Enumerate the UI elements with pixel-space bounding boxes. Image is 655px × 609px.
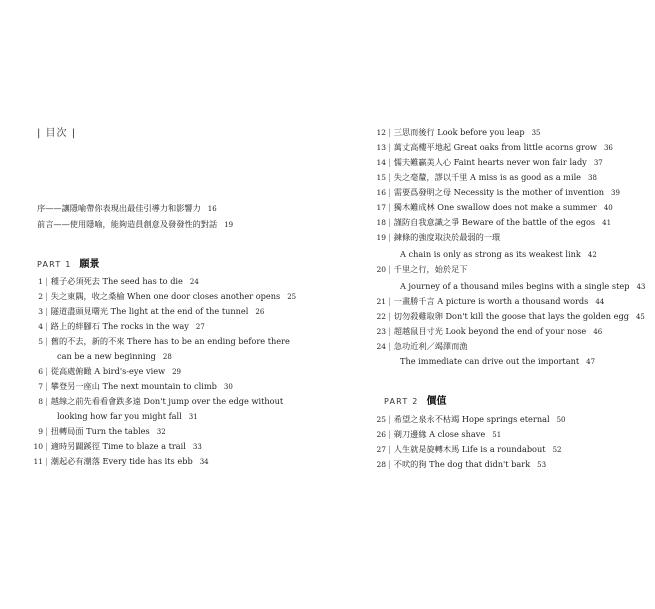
entry-number: 14	[376, 158, 386, 167]
entry-number: 15	[376, 173, 386, 182]
entry-page: 50	[556, 416, 566, 424]
front-matter-preface	[37, 203, 217, 214]
entry-text: A journey of a thousand miles begins with a single step	[400, 281, 630, 291]
toc-entry: 6 | 從高處俯瞰 A bird's-eye view 29	[27, 366, 181, 378]
entry-number: 23	[376, 327, 386, 336]
toc-entry: 8 | 越線之前先看看會跌多遠 Don't jump over the edge without	[27, 396, 283, 407]
entry-page: 29	[172, 368, 181, 376]
entry-page: 30	[223, 383, 233, 391]
entry-text: 一畫勝千言 A picture is worth a thousand words	[393, 296, 589, 306]
entry-page: 41	[602, 219, 612, 227]
entry-page: 47	[586, 358, 596, 366]
entry-number: 11	[33, 457, 43, 466]
part-title: 價值	[426, 396, 447, 407]
entry-number: 17	[376, 203, 386, 212]
toc-entry: 7 | 攀登另一座山 The next mountain to climb 30	[27, 381, 233, 393]
entry-number: 10	[33, 442, 43, 451]
entry-number: 16	[376, 188, 386, 197]
toc-entry: 22 | 切勿殺雞取卵 Don't kill the goose that lays the golden egg 45	[370, 311, 645, 323]
entry-page: 40	[603, 204, 613, 212]
toc-entry: 26 | 剃刀邊緣 A close shave 51	[370, 429, 501, 441]
entry-text: 剃刀邊緣 A close shave	[393, 429, 486, 439]
entry-text: 三思而後行 Look before you leap	[393, 127, 525, 137]
entry-number: 20	[376, 265, 386, 274]
entry-page: 45	[635, 313, 645, 321]
toc-entry: 2 | 失之東隅，收之桑榆 When one door closes another opens 25	[27, 291, 296, 303]
toc-title: | 目次 |	[37, 128, 77, 139]
toc-entry-continuation	[400, 356, 595, 366]
entry-text: 隧道盡頭見曙光 The light at the end of the tunnel	[50, 306, 249, 316]
entry-text: can be a new beginning	[57, 351, 156, 361]
entry-text: 失之東隅，收之桑榆 When one door closes another opens	[50, 291, 281, 301]
entry-number: 3	[38, 307, 43, 316]
entry-text: 希望之泉永不枯竭 Hope springs eternal	[393, 414, 550, 424]
entry-text: 攀登另一座山 The next mountain to climb	[50, 381, 217, 391]
entry-text: 獨木難成林 One swallow does not make a summer	[393, 202, 597, 212]
toc-entry: 10 | 適時另闢蹊徑 Time to blaze a trail 33	[27, 441, 202, 453]
toc-entry: 24 | 急功近利／竭澤而漁	[370, 341, 467, 352]
entry-number: 28	[376, 460, 386, 469]
entry-page: 52	[552, 446, 562, 454]
entry-page: 27	[195, 323, 205, 331]
entry-page: 44	[595, 298, 605, 306]
entry-number: 26	[376, 430, 386, 439]
entry-number: 19	[376, 233, 386, 242]
entry-number: 25	[376, 415, 386, 424]
toc-entry-continuation	[400, 249, 597, 259]
entry-text: 適時另闢蹊徑 Time to blaze a trail	[50, 441, 186, 451]
entry-text: A chain is only as strong as its weakest link	[400, 249, 581, 259]
entry-page: 32	[156, 428, 166, 436]
toc-entry: 3 | 隧道盡頭見曙光 The light at the end of the tunnel 26	[27, 306, 264, 318]
entry-text: looking how far you might fall	[57, 411, 182, 421]
part-1-heading	[37, 255, 99, 270]
front-matter-page: 19	[224, 221, 234, 229]
toc-entry: 5 | 舊的不去，新的不來 There has to be an ending before there	[27, 336, 290, 347]
entry-page: 51	[492, 431, 502, 439]
front-matter-foreword	[37, 219, 233, 230]
entry-text: 需要爲發明之母 Necessity is the mother of invention	[393, 187, 605, 197]
part-title: 願景	[79, 259, 100, 270]
toc-entry: 14 | 懦夫難贏美人心 Faint hearts never won fair lady 37	[370, 157, 603, 169]
entry-number: 9	[38, 427, 43, 436]
toc-entry-continuation	[57, 351, 172, 361]
toc-entry: 21 | 一畫勝千言 A picture is worth a thousand words 44	[370, 296, 604, 308]
entry-page: 42	[587, 251, 597, 259]
entry-text: The immediate can drive out the important	[400, 356, 580, 366]
entry-text: 舊的不去，新的不來 There has to be an ending before there	[50, 336, 290, 346]
toc-entry: 27 | 人生就是旋轉木馬 Life is a roundabout 52	[370, 444, 561, 456]
toc-entry: 13 | 萬丈高樓平地起 Great oaks from little acorns grow 36	[370, 142, 613, 154]
entry-text: 種子必須死去 The seed has to die	[50, 276, 183, 286]
entry-text: 人生就是旋轉木馬 Life is a roundabout	[393, 444, 546, 454]
entry-page: 34	[199, 458, 209, 466]
toc-entry: 1 | 種子必須死去 The seed has to die 24	[27, 276, 199, 288]
entry-text: 萬丈高樓平地起 Great oaks from little acorns grow	[393, 142, 597, 152]
entry-text: 扭轉局面 Turn the tables	[50, 426, 150, 436]
entry-page: 36	[603, 144, 613, 152]
entry-page: 31	[188, 413, 198, 421]
entry-page: 28	[162, 353, 172, 361]
part-2-heading	[384, 392, 446, 407]
entry-text: 急功近利／竭澤而漁	[393, 341, 468, 351]
entry-number: 4	[38, 322, 43, 331]
front-matter-page: 16	[207, 205, 217, 213]
toc-entry: 9 | 扭轉局面 Turn the tables 32	[27, 426, 166, 438]
toc-entry: 16 | 需要爲發明之母 Necessity is the mother of invention 39	[370, 187, 620, 199]
part-label: PART 2	[384, 397, 419, 406]
entry-text: 懦夫難贏美人心 Faint hearts never won fair lady	[393, 157, 587, 167]
entry-number: 5	[38, 337, 43, 346]
toc-entry: 4 | 路上的絆腳石 The rocks in the way 27	[27, 321, 205, 333]
toc-entry: 11 | 潮起必有潮落 Every tide has its ebb 34	[27, 456, 209, 468]
entry-number: 12	[376, 128, 386, 137]
entry-text: 潮起必有潮落 Every tide has its ebb	[50, 456, 193, 466]
toc-entry: 17 | 獨木難成林 One swallow does not make a summer 40	[370, 202, 613, 214]
entry-number: 6	[38, 367, 43, 376]
entry-text: 不吠的狗 The dog that didn't bark	[393, 459, 531, 469]
entry-number: 21	[376, 297, 386, 306]
toc-entry: 25 | 希望之泉永不枯竭 Hope springs eternal 50	[370, 414, 566, 426]
toc-entry: 12 | 三思而後行 Look before you leap 35	[370, 127, 541, 139]
entry-number: 8	[38, 397, 43, 406]
entry-page: 24	[189, 278, 199, 286]
entry-number: 22	[376, 312, 386, 321]
entry-number: 7	[38, 382, 43, 391]
front-matter-text: 前言——使用隱喻，能夠造員創意及發發性的對話	[37, 219, 218, 229]
toc-entry: 19 | 鍊條的強度取決於最弱的一環	[370, 232, 500, 243]
part-label: PART 1	[37, 260, 72, 269]
entry-text: 鍊條的強度取決於最弱的一環	[393, 232, 501, 242]
toc-entry: 28 | 不吠的狗 The dog that didn't bark 53	[370, 459, 546, 471]
entry-page: 33	[192, 443, 202, 451]
entry-page: 35	[531, 129, 541, 137]
entry-text: 謹防自我意識之爭 Beware of the battle of the egos	[393, 217, 596, 227]
entry-text: 路上的絆腳石 The rocks in the way	[50, 321, 189, 331]
entry-number: 1	[38, 277, 43, 286]
entry-page: 38	[588, 174, 597, 182]
entry-page: 26	[255, 308, 265, 316]
entry-text: 超越鼠目寸光 Look beyond the end of your nose	[393, 326, 587, 336]
entry-text: 越線之前先看看會跌多遠 Don't jump over the edge without	[50, 396, 284, 406]
entry-number: 13	[376, 143, 386, 152]
toc-entry: 23 | 超越鼠目寸光 Look beyond the end of your nose 46	[370, 326, 602, 338]
entry-page: 37	[593, 159, 603, 167]
entry-text: 千里之行，始於足下	[393, 264, 468, 274]
entry-page: 39	[611, 189, 620, 197]
front-matter-text: 序——讓隱喻帶你表現出最佳引導力和影響力	[37, 203, 201, 213]
toc-entry-continuation	[400, 281, 645, 291]
entry-page: 43	[636, 283, 646, 291]
entry-number: 27	[376, 445, 386, 454]
entry-number: 24	[376, 342, 386, 351]
entry-page: 25	[287, 293, 297, 301]
entry-number: 2	[38, 292, 43, 301]
toc-entry-continuation	[57, 411, 198, 421]
entry-page: 53	[537, 461, 547, 469]
entry-number: 18	[376, 218, 386, 227]
toc-entry: 15 | 失之毫釐，謬以千里 A miss is as good as a mile 38	[370, 172, 597, 184]
entry-text: 切勿殺雞取卵 Don't kill the goose that lays the golden egg	[393, 311, 629, 321]
entry-text: 從高處俯瞰 A bird's-eye view	[50, 366, 166, 376]
entry-text: 失之毫釐，謬以千里 A miss is as good as a mile	[393, 172, 582, 182]
toc-entry: 18 | 謹防自我意識之爭 Beware of the battle of the egos 41	[370, 217, 611, 229]
toc-entry: 20 | 千里之行，始於足下	[370, 264, 467, 275]
entry-page: 46	[593, 328, 603, 336]
